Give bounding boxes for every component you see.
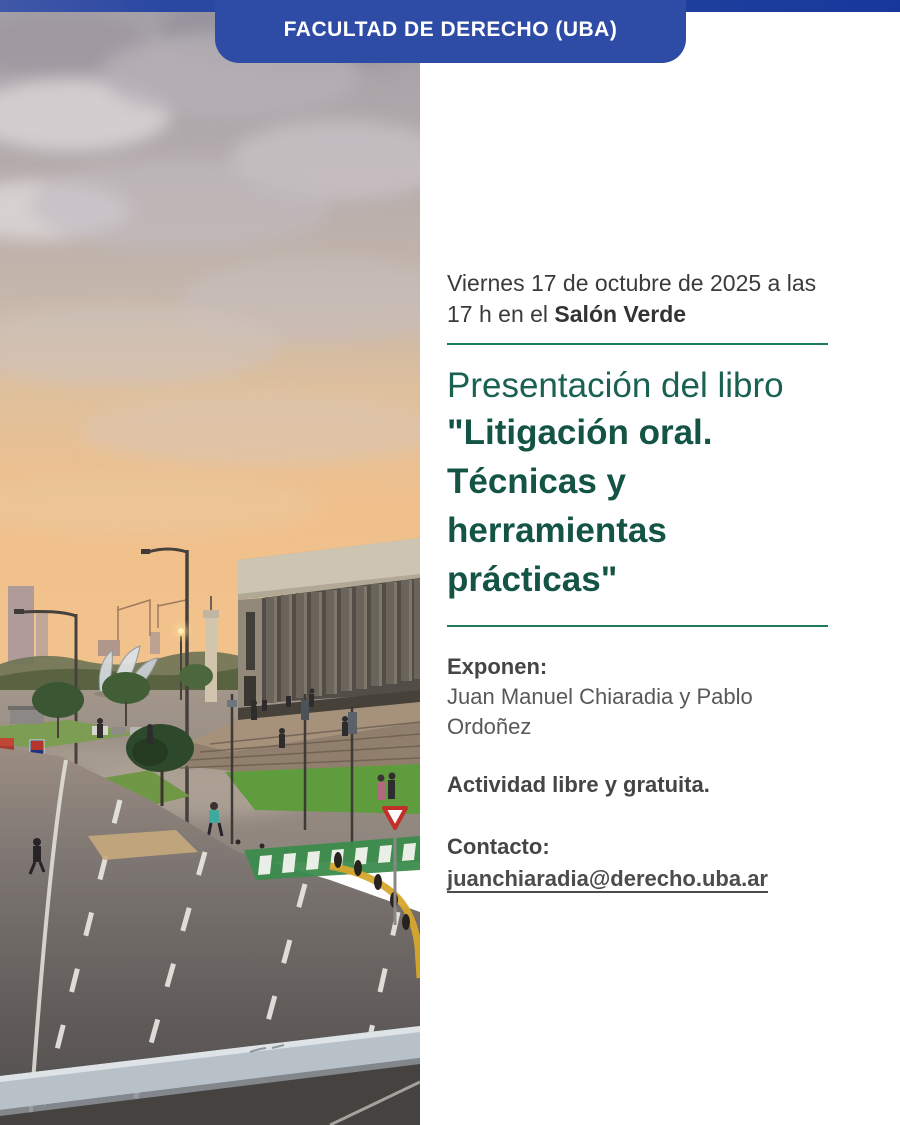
event-venue: Salón Verde xyxy=(554,301,687,327)
event-details-panel xyxy=(447,268,828,894)
campus-photo xyxy=(0,0,420,1125)
event-date-line1: Viernes 17 de octubre de 2025 a las xyxy=(447,270,817,296)
event-title-line: herramientas xyxy=(447,511,667,550)
speakers-label: Exponen: xyxy=(447,654,548,679)
divider-bottom xyxy=(447,625,828,627)
divider-top xyxy=(447,343,828,345)
event-date-line2: 17 h en el Salón Verde xyxy=(447,301,687,327)
event-title xyxy=(447,364,828,604)
event-title-line: Técnicas y xyxy=(447,462,626,501)
event-title-line: "Litigación oral. xyxy=(447,413,713,452)
free-admission-note: Actividad libre y gratuita. xyxy=(447,772,710,797)
event-title-intro: Presentación del libro xyxy=(447,366,784,405)
faculty-banner-label: FACULTAD DE DERECHO (UBA) xyxy=(283,17,618,41)
event-title-line: prácticas" xyxy=(447,560,618,599)
campus-photo-illustration xyxy=(0,0,420,1125)
speakers-names: Juan Manuel Chiaradia y Pablo Ordoñez xyxy=(447,684,753,739)
faculty-banner xyxy=(215,0,686,63)
contact-email-link[interactable]: juanchiaradia@derecho.uba.ar xyxy=(447,866,768,891)
contact-label: Contacto: xyxy=(447,834,550,859)
event-datetime xyxy=(447,268,828,330)
